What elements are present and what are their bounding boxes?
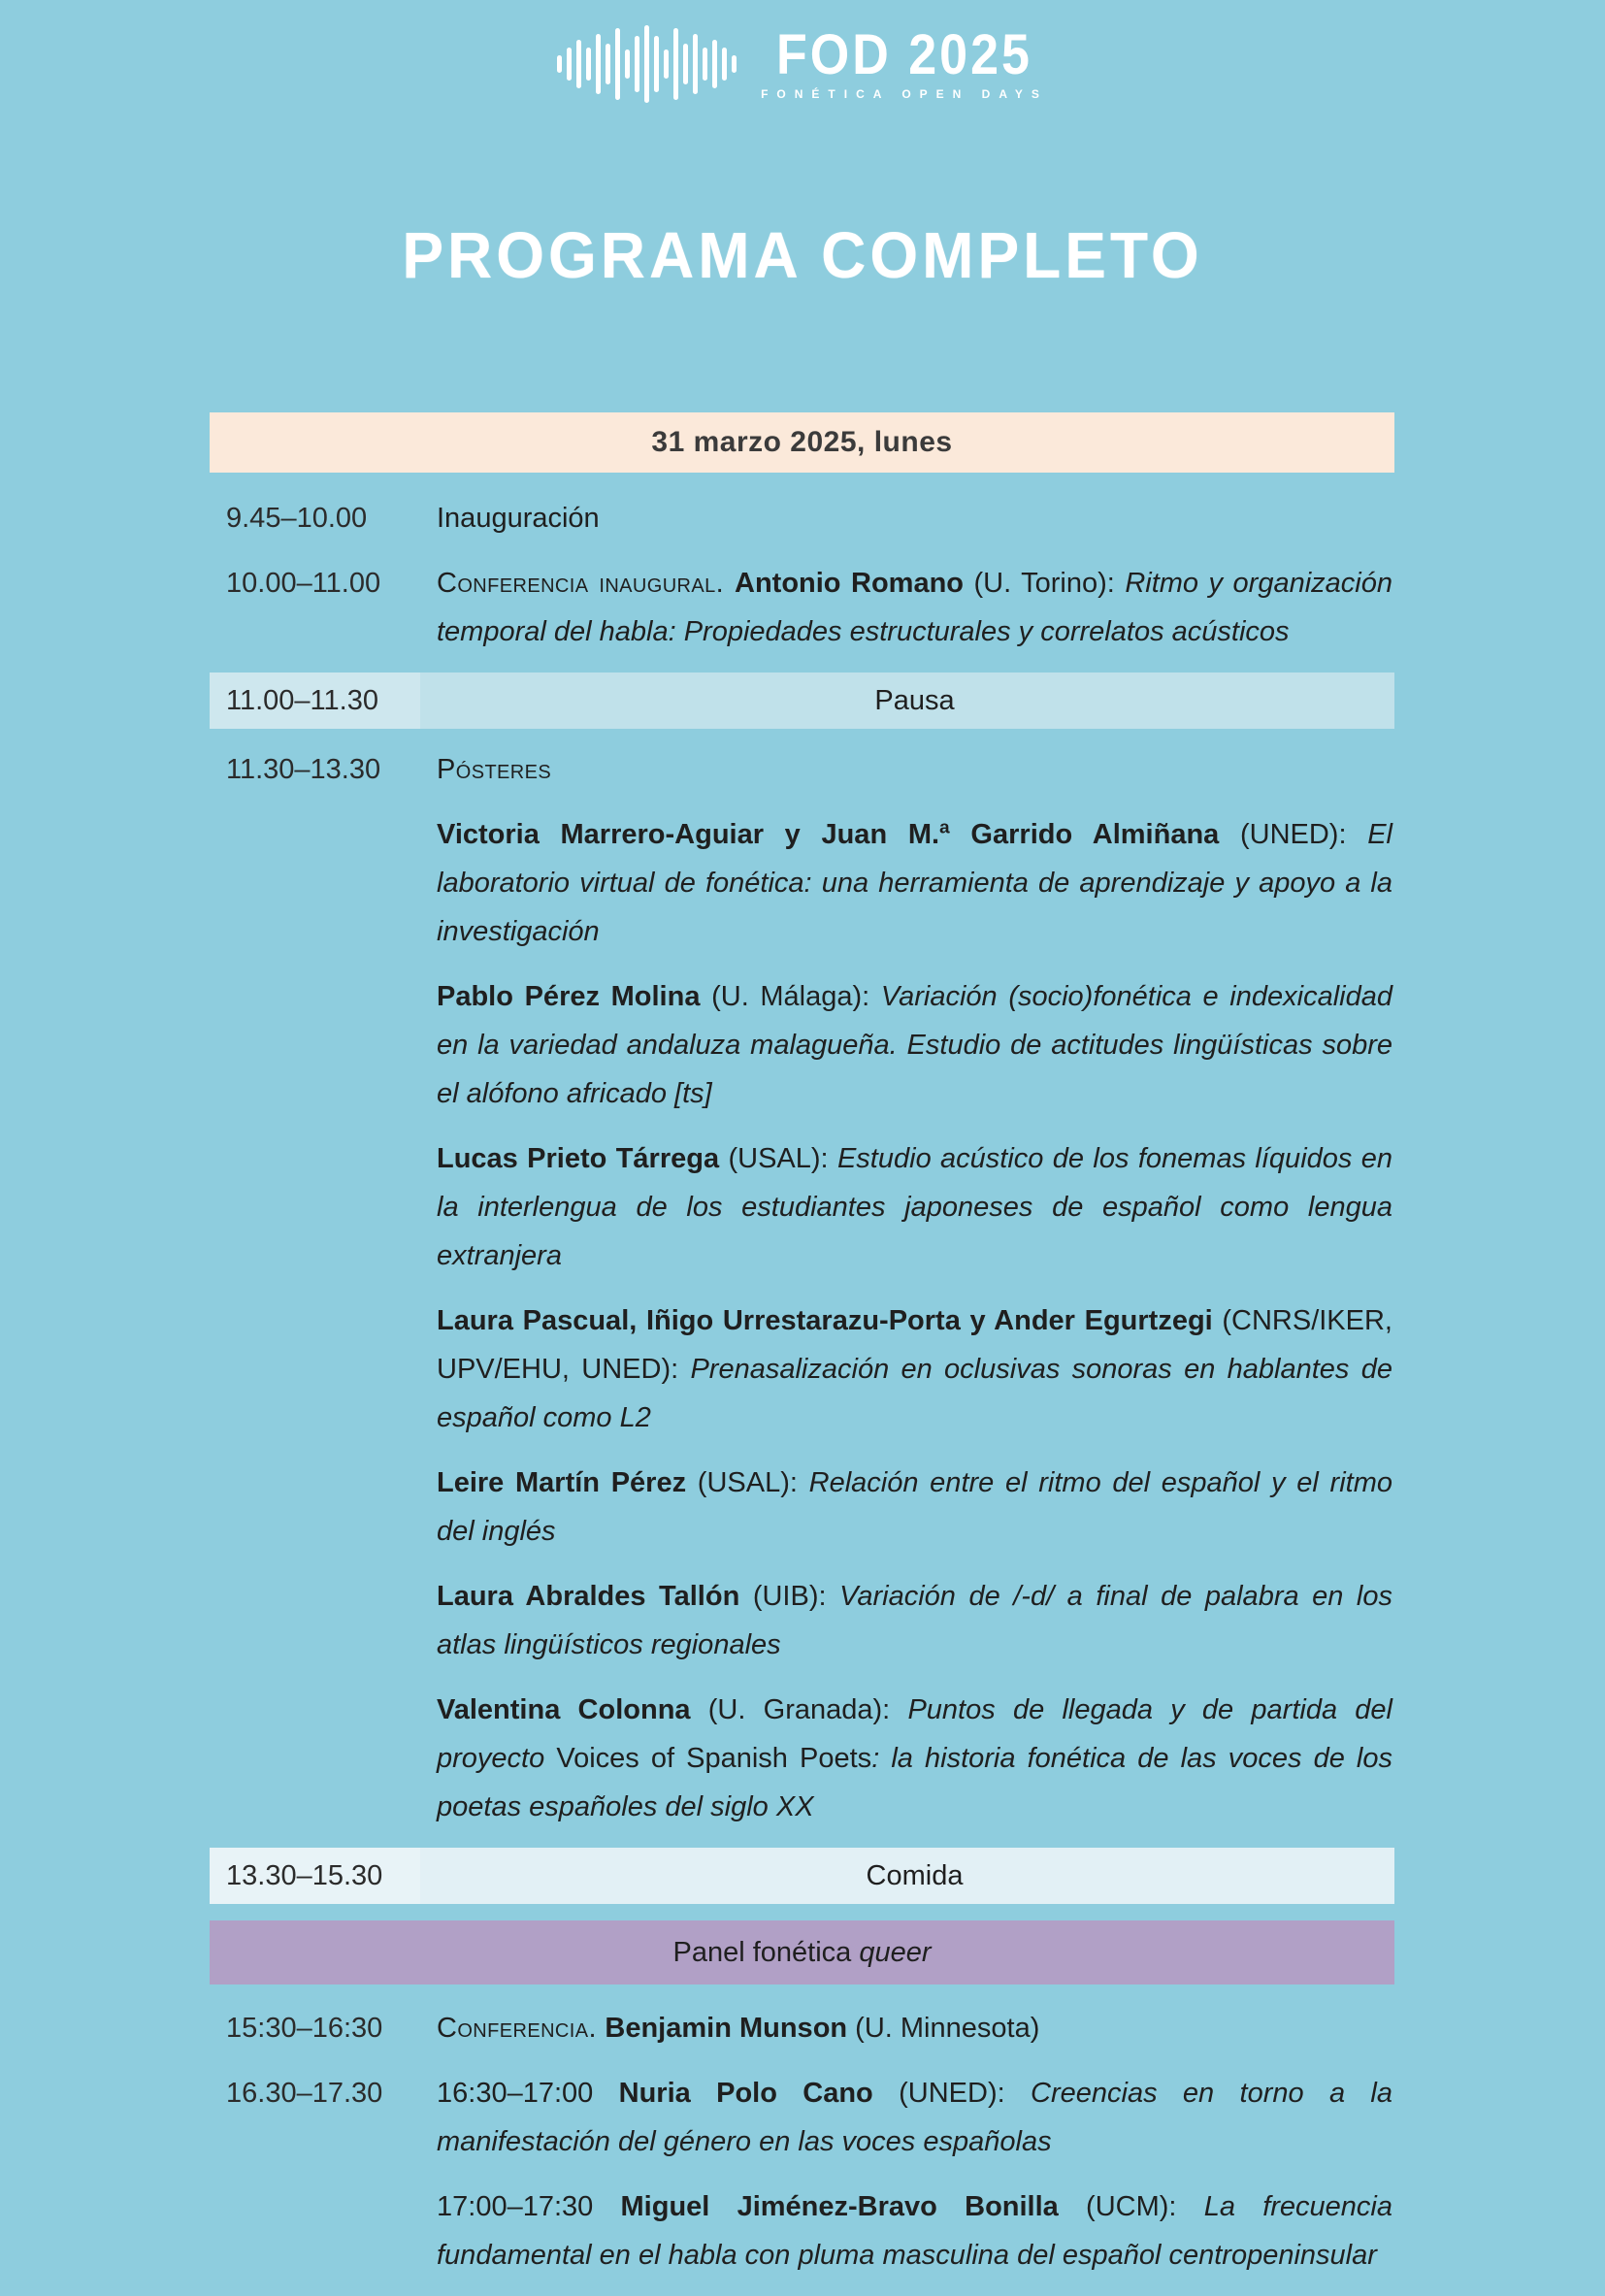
logo-subtitle: FONÉTICA OPEN DAYS <box>761 87 1048 101</box>
time-cell <box>210 1134 420 1280</box>
talk-title: Puntos de llegada y de partida del proyecto <box>437 1694 1392 1774</box>
poster-perez-molina <box>210 972 1394 1118</box>
row-jimenez-bravo <box>210 2182 1394 2280</box>
schedule-table <box>210 412 1394 2296</box>
content-cell <box>420 1134 1394 1280</box>
text-run: (U. Málaga): <box>700 981 881 1012</box>
talk-title: Creencias en torno a la manifestación del género en las voces españolas <box>437 2078 1393 2157</box>
talk-title: Estudio acústico de los fonemas líquidos en la interlengua de los estudiantes japoneses de español como lengua extranjera <box>437 1143 1393 1271</box>
time-cell <box>210 1459 420 1556</box>
time-cell <box>210 1686 420 1831</box>
time-cell <box>210 2182 420 2280</box>
talk-title: Variación (socio)fonética e indexicalidad en la variedad andaluza malagueña. Estudio de actitudes lingüísticas sobre el alófono africado [ts] <box>437 981 1392 1109</box>
time-cell <box>210 1572 420 1669</box>
text-run: (U. Granada): <box>690 1694 908 1725</box>
logo-title: FOD 2025 <box>776 23 1032 87</box>
day-header-label: 31 marzo 2025, lunes <box>651 426 953 458</box>
schedule-rows <box>210 494 1394 2280</box>
time-cell <box>210 810 420 956</box>
content-cell <box>420 559 1394 656</box>
row-posteres <box>210 745 1394 794</box>
content-cell <box>420 494 1394 542</box>
talk-title: Prenasalización en oclusivas sonoras en hablantes de español como L2 <box>437 1354 1392 1433</box>
text-run: (USAL): <box>719 1143 837 1174</box>
talk-title: queer <box>859 1936 932 1968</box>
time-cell: 10.00–11.00 <box>226 568 381 599</box>
talk-title: Relación entre el ritmo del español y el ritmo del inglés <box>437 1467 1392 1547</box>
poster-prieto-tarrega <box>210 1134 1394 1280</box>
session-type-label: Pósteres <box>437 754 552 785</box>
text-run: 16:30–17:00 <box>437 2078 619 2109</box>
content-cell <box>420 810 1394 956</box>
talk-title: Variación de /-d/ a final de palabra en los atlas lingüísticos regionales <box>437 1581 1392 1660</box>
talk-title: El laboratorio virtual de fonética: una herramienta de aprendizaje y apoyo a la investigación <box>437 819 1392 947</box>
talk-title: La frecuencia fundamental en el habla con pluma masculina del español centropeninsular <box>437 2191 1392 2271</box>
time-cell <box>210 1296 420 1442</box>
row-conferencia-munson <box>210 2004 1394 2052</box>
speaker-name: Nuria Polo Cano <box>618 2078 873 2109</box>
speaker-name: Valentina Colonna <box>437 1694 691 1725</box>
speaker-name: Laura Abraldes Tallón <box>437 1581 740 1612</box>
content-cell <box>420 2004 1394 2052</box>
text-run: 17:00–17:30 <box>437 2191 621 2222</box>
row-polo-cano <box>210 2069 1394 2166</box>
day-header-row <box>210 412 1394 473</box>
poster-colonna <box>210 1686 1394 1831</box>
content-cell <box>420 2182 1394 2280</box>
poster-marrero-garrido <box>210 810 1394 956</box>
poster-pascual-urrestarazu-egurtzegi <box>210 1296 1394 1442</box>
text-run: Inauguración <box>437 503 600 534</box>
session-type-label: Conferencia inaugural. <box>437 568 735 599</box>
content-cell <box>420 1848 1394 1904</box>
text-run: (UNED): <box>1219 819 1368 850</box>
speaker-name: Leire Martín Pérez <box>437 1467 687 1498</box>
time-cell: 11.00–11.30 <box>210 672 420 729</box>
content-cell <box>420 1572 1394 1669</box>
row-inauguracion <box>210 494 1394 542</box>
time-cell: 16.30–17.30 <box>226 2078 383 2109</box>
time-cell: 9.45–10.00 <box>226 503 368 534</box>
talk-title: : la historia fonética de las voces de los poetas españoles del siglo XX <box>437 1743 1392 1822</box>
content-cell <box>420 972 1394 1118</box>
row-conferencia-inaugural <box>210 559 1394 656</box>
text-run: (USAL): <box>686 1467 809 1498</box>
time-cell: 13.30–15.30 <box>210 1848 420 1904</box>
speaker-name: Victoria Marrero-Aguiar y Juan M.ª Garrido Almiñana <box>437 819 1220 850</box>
band-label: Pausa <box>874 684 955 716</box>
speaker-name: Benjamin Munson <box>605 2013 848 2044</box>
time-cell: 11.30–13.30 <box>226 754 381 785</box>
row-pausa <box>210 672 1394 729</box>
row-panel-queer <box>210 1920 1394 1984</box>
page-title: PROGRAMA COMPLETO <box>402 218 1203 292</box>
row-comida <box>210 1848 1394 1904</box>
content-cell <box>420 1296 1394 1442</box>
talk-title: Ritmo y organización temporal del habla: Propiedades estructurales y correlatos acústicos <box>437 568 1392 647</box>
content-cell <box>420 1459 1394 1556</box>
text-run: (UCM): <box>1058 2191 1204 2222</box>
speaker-name: Pablo Pérez Molina <box>437 981 701 1012</box>
text-run: (UNED): <box>872 2078 1032 2109</box>
text-run: Panel fonética <box>672 1936 860 1968</box>
session-type-label: Conferencia. <box>437 2013 606 2044</box>
band-label: Comida <box>866 1859 964 1891</box>
content-cell <box>420 1686 1394 1831</box>
content-cell <box>420 672 1394 729</box>
content-cell <box>672 1937 931 1969</box>
time-cell <box>210 972 420 1118</box>
speaker-name: Antonio Romano <box>735 568 965 599</box>
poster-abraldes-tallon <box>210 1572 1394 1669</box>
waveform-icon <box>557 23 741 105</box>
content-cell <box>420 2069 1394 2166</box>
fod-logo <box>0 23 1605 105</box>
text-run: Voices of Spanish Poets <box>556 1743 872 1774</box>
text-run: (CNRS/IKER, UPV/EHU, UNED): <box>437 1305 1392 1385</box>
text-run: (U. Minnesota) <box>847 2013 1040 2044</box>
text-run: (UIB): <box>739 1581 840 1612</box>
content-cell <box>420 745 1394 794</box>
time-cell: 15:30–16:30 <box>226 2013 383 2044</box>
poster-martin-perez <box>210 1459 1394 1556</box>
speaker-name: Lucas Prieto Tárrega <box>437 1143 720 1174</box>
text-run: (U. Torino): <box>964 568 1126 599</box>
speaker-name: Miguel Jiménez-Bravo Bonilla <box>620 2191 1059 2222</box>
speaker-name: Laura Pascual, Iñigo Urrestarazu-Porta y Ander Egurtzegi <box>437 1305 1213 1336</box>
